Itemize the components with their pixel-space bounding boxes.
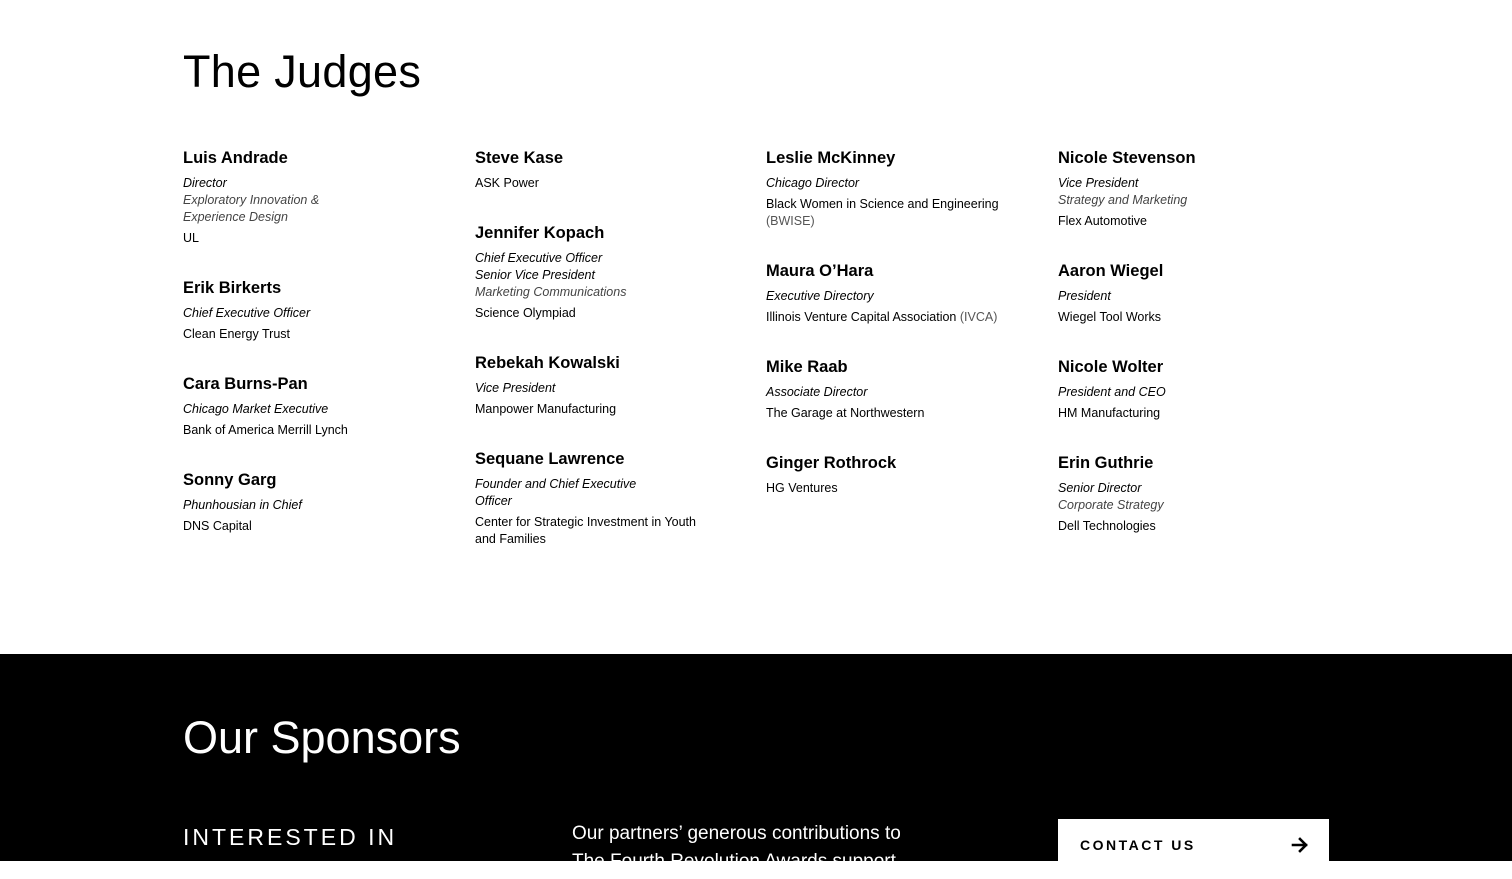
arrow-right-icon [1291, 836, 1309, 854]
organization-name: Bank of America Merrill Lynch [183, 423, 348, 437]
judge-name: Rebekah Kowalski [475, 354, 620, 372]
judge-name: Mike Raab [766, 358, 848, 376]
judge-organization [766, 480, 1006, 497]
judge-card [766, 452, 1006, 497]
organization-name: The Garage at Northwestern [766, 406, 925, 420]
judge-title: Chief Executive Officer [183, 306, 311, 320]
judge-card [475, 352, 715, 418]
judge-name: Maura O’Hara [766, 262, 874, 280]
judge-title: President and CEO [1058, 385, 1166, 399]
judge-organization [475, 175, 715, 192]
judge-card [475, 222, 715, 322]
organization-name: HG Ventures [766, 481, 838, 495]
judge-name: Ginger Rothrock [766, 454, 897, 472]
organization-name: Black Women in Science and Engineering [766, 197, 999, 211]
judge-card [183, 277, 423, 343]
judge-title: Vice President [475, 381, 556, 395]
judge-name: Cara Burns-Pan [183, 375, 308, 393]
judge-name: Steve Kase [475, 149, 564, 167]
judges-column [1058, 147, 1298, 565]
judge-organization [183, 230, 423, 247]
judge-name: Jennifer Kopach [475, 224, 605, 242]
contact-us-label: CONTACT US [1080, 837, 1196, 853]
judge-title: President [1058, 289, 1111, 303]
partners-text: Our partners’ generous contributions to The Fourth Revolution Awards support [572, 823, 901, 872]
contact-us-button[interactable] [1058, 819, 1329, 879]
organization-name: DNS Capital [183, 519, 252, 533]
judge-organization [183, 422, 423, 439]
judges-column [475, 147, 715, 578]
judge-department: Exploratory Innovation & [183, 193, 320, 207]
organization-abbreviation: (BWISE) [766, 214, 815, 228]
judge-name: Aaron Wiegel [1058, 262, 1164, 280]
judge-title: Vice President [1058, 176, 1139, 190]
judge-department: Corporate Strategy [1058, 498, 1164, 512]
judge-department: Strategy and Marketing [1058, 193, 1188, 207]
judge-card [1058, 147, 1298, 230]
judge-card [766, 147, 1006, 230]
judge-title: Founder and Chief Executive [475, 477, 637, 491]
judge-card [1058, 260, 1298, 326]
judge-card [475, 448, 715, 548]
judge-name: Sequane Lawrence [475, 450, 625, 468]
judge-organization [1058, 518, 1298, 535]
judge-name: Nicole Wolter [1058, 358, 1164, 376]
judges-title: The Judges [183, 46, 422, 97]
organization-name: Clean Energy Trust [183, 327, 290, 341]
organization-name: Flex Automotive [1058, 214, 1147, 228]
organization-name: Manpower Manufacturing [475, 402, 617, 416]
judges-column [766, 147, 1006, 527]
judge-card [766, 260, 1006, 326]
judge-card [475, 147, 715, 192]
judge-card [766, 356, 1006, 422]
judge-name: Luis Andrade [183, 149, 288, 167]
judge-organization [475, 305, 715, 322]
judge-title: Chicago Market Executive [183, 402, 329, 416]
judge-organization [1058, 213, 1298, 230]
judge-name: Leslie McKinney [766, 149, 896, 167]
organization-name: Wiegel Tool Works [1058, 310, 1162, 324]
judge-title: Associate Director [766, 385, 868, 399]
organization-name: Illinois Venture Capital Association [766, 310, 957, 324]
judge-department: Experience Design [183, 210, 288, 224]
judges-column [183, 147, 423, 565]
organization-name: Science Olympiad [475, 306, 576, 320]
judge-department: Marketing Communications [475, 285, 627, 299]
judge-title: Executive Directory [766, 289, 874, 303]
judge-card [1058, 452, 1298, 535]
judge-title: Senior Director [1058, 481, 1142, 495]
judge-organization [183, 518, 423, 535]
judge-name: Erin Guthrie [1058, 454, 1154, 472]
judge-organization [183, 326, 423, 343]
judge-card [183, 147, 423, 247]
organization-name: HM Manufacturing [1058, 406, 1161, 420]
judge-organization [475, 401, 715, 418]
judge-name: Erik Birkerts [183, 279, 282, 297]
judge-title: Chief Executive Officer [475, 251, 603, 265]
judge-organization [766, 196, 1006, 230]
sponsors-section [0, 654, 1512, 872]
judge-organization [1058, 309, 1298, 326]
judge-organization [766, 309, 1006, 326]
judge-title: Director [183, 176, 227, 190]
organization-name: ASK Power [475, 176, 539, 190]
judge-organization [475, 514, 715, 548]
judge-card [183, 373, 423, 439]
judge-name: Nicole Stevenson [1058, 149, 1196, 167]
organization-name: Center for Strategic Investment in Youth and Families [475, 515, 696, 546]
organization-name: UL [183, 231, 199, 245]
judge-title: Phunhousian in Chief [183, 498, 302, 512]
judge-card [1058, 356, 1298, 422]
judge-organization [1058, 405, 1298, 422]
judge-card [183, 469, 423, 535]
organization-name: Dell Technologies [1058, 519, 1156, 533]
sponsors-title: Our Sponsors [183, 712, 461, 763]
judge-title: Senior Vice President [475, 268, 595, 282]
organization-abbreviation: (IVCA) [959, 310, 998, 324]
judge-organization [766, 405, 1006, 422]
judge-title: Officer [475, 494, 512, 508]
interested-heading: INTERESTED IN [183, 824, 398, 850]
judge-title: Chicago Director [766, 176, 860, 190]
judge-name: Sonny Garg [183, 471, 277, 489]
